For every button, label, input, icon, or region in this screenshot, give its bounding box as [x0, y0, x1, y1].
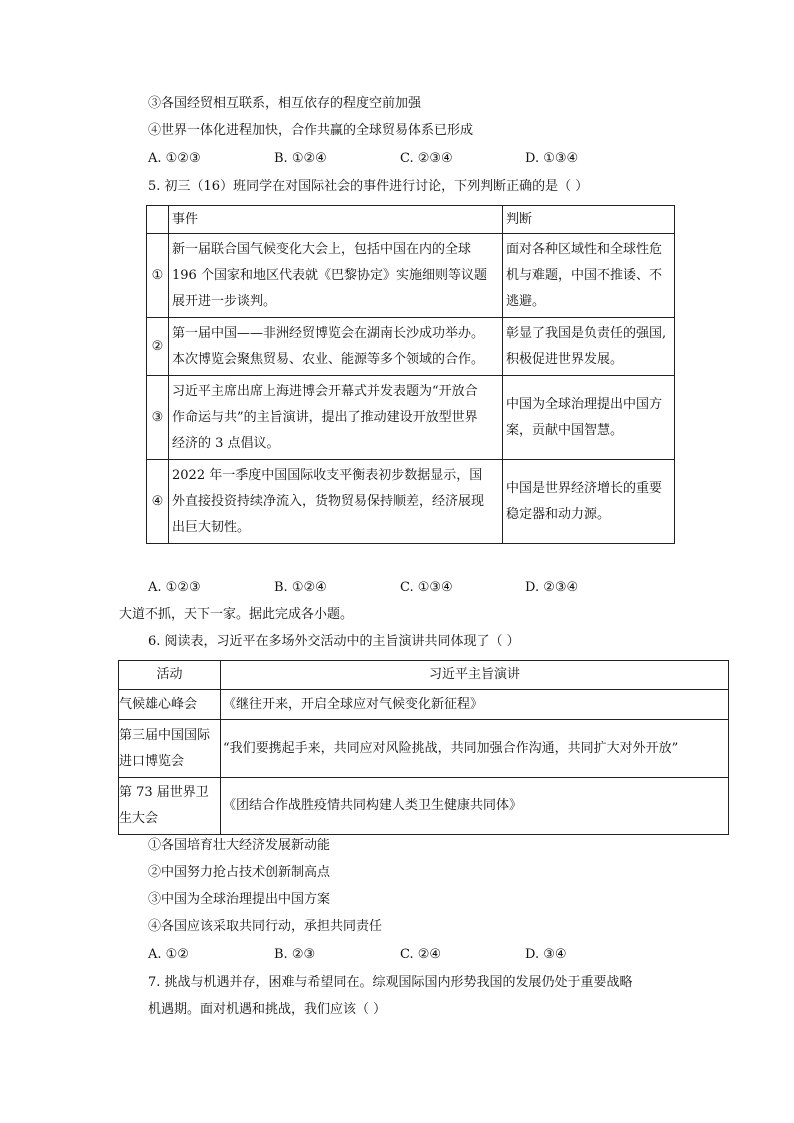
activity-cell [119, 720, 221, 778]
q5-option-c[interactable]: C. ①③④ [400, 580, 453, 595]
judgment-line: 案，贡献中国智慧。 [506, 422, 624, 438]
row-number: ③ [147, 376, 169, 460]
table-row [147, 460, 675, 544]
q5-header-event: 事件 [169, 206, 503, 234]
row-number: ① [147, 234, 169, 318]
q6-header-activity: 活动 [119, 661, 221, 690]
judgment-line: 面对各种区域性和全球性危 [506, 241, 663, 257]
judgment-cell [503, 376, 675, 460]
q5-table-header [147, 206, 675, 234]
judgment-line: 彰显了我国是负责任的强国, [506, 325, 667, 341]
section-intro: 大道不抓，天下一家。据此完成各小题。 [119, 607, 354, 622]
judgment-line: 中国是世界经济增长的重要 [506, 480, 663, 496]
event-line: 196 个国家和地区代表就《巴黎协定》实施细则等议题 [172, 267, 487, 283]
event-line: 第一届中国——非洲经贸博览会在湖南长沙成功举办。 [172, 325, 485, 341]
event-line: 经济的 3 点倡议。 [172, 435, 280, 451]
q4-option-a[interactable]: A. ①②③ [148, 151, 201, 166]
table-row [147, 318, 675, 376]
table-row [119, 720, 729, 778]
q4-option-b[interactable]: B. ①②④ [274, 151, 327, 166]
q5-header-judgment: 判断 [503, 206, 675, 234]
activity-line: 气候雄心峰会 [119, 696, 198, 712]
q6-statement-3: ③中国为全球治理提出中国方案 [148, 892, 331, 907]
table-row [147, 376, 675, 460]
q5-option-d[interactable]: D. ②③④ [525, 580, 579, 595]
judgment-line: 积极促进世界发展。 [506, 351, 624, 367]
q6-statement-4: ④各国应该采取共同行动，承担共同责任 [148, 919, 383, 934]
q5-table [146, 205, 675, 544]
q4-statement-3: ③各国经贸相互联系，相互依存的程度空前加强 [148, 96, 422, 111]
q6-statement-1: ①各国培育壮大经济发展新动能 [148, 838, 331, 853]
speech-cell: 《团结合作战胜疫情共同构建人类卫生健康共同体》 [221, 778, 729, 835]
event-line: 习近平主席出席上海进博会开幕式并发表题为“开放合 [172, 383, 478, 399]
q7-stem-line-2: 机遇期。面对机遇和挑战，我们应该（ ） [148, 1002, 387, 1017]
activity-cell [119, 778, 221, 835]
event-cell [169, 318, 503, 376]
judgment-cell [503, 460, 675, 544]
activity-line: 进口博览会 [119, 753, 185, 769]
activity-cell [119, 690, 221, 720]
q6-statement-2: ②中国努力抢占技术创新制高点 [148, 865, 331, 880]
event-line: 2022 年一季度中国国际收支平衡表初步数据显示，国 [172, 467, 483, 483]
q6-option-a[interactable]: A. ①② [148, 947, 189, 962]
q5-option-a[interactable]: A. ①②③ [148, 580, 201, 595]
event-line: 作命运与共”的主旨演讲，提出了推动建设开放型世界 [172, 409, 478, 425]
q6-option-d[interactable]: D. ③④ [525, 947, 567, 962]
activity-line: 第 73 届世界卫 [119, 785, 209, 800]
q6-option-c[interactable]: C. ②④ [400, 947, 442, 962]
event-line: 本次博览会聚焦贸易、农业、能源等多个领域的合作。 [172, 351, 485, 367]
speech-cell: “我们要携起手来，共同应对风险挑战，共同加强合作沟通，共同扩大对外开放” [221, 720, 729, 778]
table-row [147, 234, 675, 318]
event-line: 新一届联合国气候变化大会上，包括中国在内的全球 [172, 241, 472, 257]
q5-stem: 5. 初三（16）班同学在对国际社会的事件进行讨论，下列判断正确的是（ ） [148, 179, 589, 194]
q4-option-d[interactable]: D. ①③④ [525, 151, 579, 166]
judgment-line: 中国为全球治理提出中国方 [506, 396, 663, 412]
q6-table [118, 660, 729, 835]
q4-option-c[interactable]: C. ②③④ [400, 151, 453, 166]
event-line: 外直接投资持续净流入，货物贸易保持顺差，经济展现 [172, 493, 485, 509]
event-cell [169, 376, 503, 460]
q6-table-header [119, 661, 729, 690]
speech-cell: 《继往开来，开启全球应对气候变化新征程》 [221, 690, 729, 720]
table-row [119, 778, 729, 835]
row-number: ② [147, 318, 169, 376]
event-line: 展开进一步谈判。 [172, 293, 277, 309]
q7-stem-line-1: 7. 挑战与机遇并存，困难与希望同在。综观国际国内形势我国的发展仍处于重要战略 [148, 975, 633, 990]
q4-statement-4: ④世界一体化进程加快，合作共赢的全球贸易体系已形成 [148, 123, 474, 138]
q6-option-b[interactable]: B. ②③ [274, 947, 316, 962]
event-cell [169, 460, 503, 544]
q5-header-blank [147, 206, 169, 234]
activity-line: 生大会 [119, 811, 159, 826]
q5-option-b[interactable]: B. ①②④ [274, 580, 327, 595]
event-line: 出巨大韧性。 [172, 519, 251, 535]
table-row [119, 690, 729, 720]
q6-header-speech: 习近平主旨演讲 [221, 661, 729, 690]
event-cell [169, 234, 503, 318]
judgment-line: 稳定器和动力源。 [506, 506, 611, 522]
activity-line: 第三届中国国际 [119, 727, 211, 743]
judgment-line: 机与难题，中国不推诿、不 [506, 267, 663, 283]
judgment-cell [503, 318, 675, 376]
judgment-line: 逃避。 [506, 293, 546, 309]
judgment-cell [503, 234, 675, 318]
row-number: ④ [147, 460, 169, 544]
q6-stem: 6. 阅读表，习近平在多场外交活动中的主旨演讲共同体现了（ ） [148, 634, 520, 649]
